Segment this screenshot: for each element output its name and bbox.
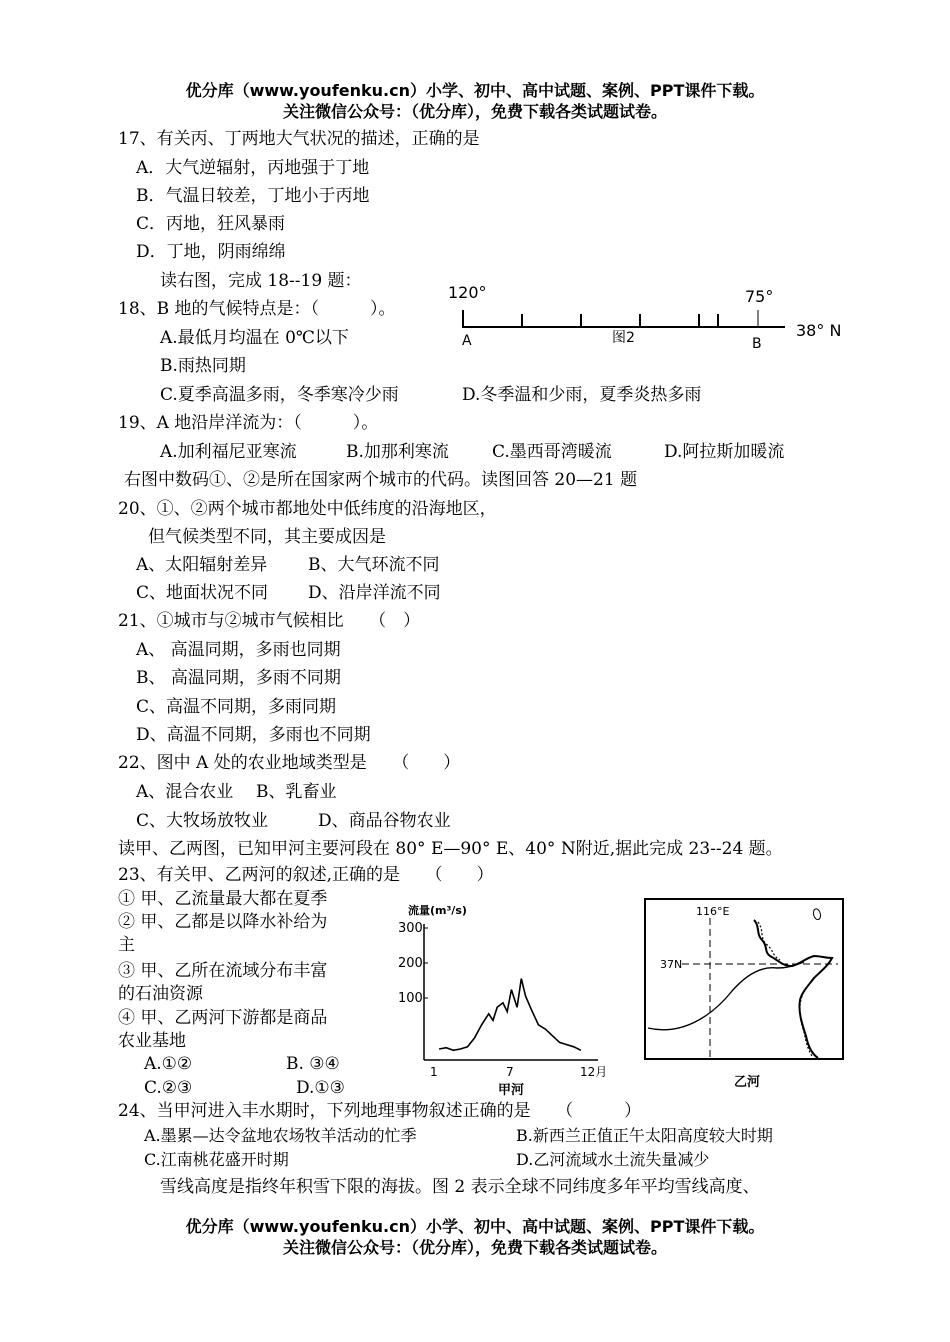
q18-stem: 18、B 地的气候特点是：（ ）。 [118, 299, 396, 319]
q20-stem-2: 但气候类型不同，其主要成因是 [148, 527, 386, 547]
yi-lon-label: 116°E [696, 905, 730, 918]
q22-stem: 22、图中 A 处的农业地域类型是 （ ） [118, 753, 461, 773]
q23-option-a: A.①② [144, 1054, 193, 1074]
q22-option-c: C、大牧场放牧业 [136, 811, 269, 831]
fig2-label-a: A [462, 333, 472, 349]
footer-line-2: 关注微信公众号：（优分库），免费下载各类试题试卷。 [282, 1238, 667, 1257]
q23-option-c: C.②③ [144, 1078, 193, 1098]
q21-stem: 21、①城市与②城市气候相比 （ ） [118, 611, 421, 631]
q19-option-b: B.加那利寒流 [346, 442, 449, 462]
q17-option-b: B．气温日较差，丁地小于丙地 [136, 186, 370, 206]
q24-option-a: A.墨累—达令盆地农场牧羊活动的忙季 [144, 1126, 417, 1145]
q23-statement-4: ④ 甲、乙两河下游都是商品 [118, 1008, 328, 1028]
q23-statement-3-cont: 的石油资源 [118, 984, 203, 1004]
q24-option-c: C.江南桃花盛开时期 [144, 1150, 289, 1169]
q23-option-b: B. ③④ [286, 1054, 340, 1074]
q23-option-d: D.①③ [296, 1078, 345, 1098]
q20-stem-1: 20、①、②两个城市都地处中低纬度的沿海地区， [118, 499, 497, 519]
q22-option-b: B、乳畜业 [256, 782, 337, 802]
yi-river-course [648, 962, 804, 1030]
footer-line-1: 优分库（www.youfenku.cn）小学、初中、高中试题、案例、PPT课件下载。 [185, 1217, 765, 1236]
q19-option-d: D.阿拉斯加暖流 [664, 442, 785, 462]
jia-xtick-1: 1 [430, 1065, 438, 1079]
q23-statement-4-cont: 农业基地 [118, 1031, 186, 1051]
q18-option-a: A.最低月均温在 0℃以下 [160, 328, 349, 348]
q20-option-b: B、大气环流不同 [308, 555, 440, 575]
q23-statement-3: ③ 甲、乙所在流域分布丰富 [118, 961, 328, 981]
q24-option-d: D.乙河流域水土流失量减少 [516, 1150, 710, 1169]
q17-option-a: A．大气逆辐射，丙地强于丁地 [136, 158, 370, 178]
fig2-label-b: B [752, 336, 762, 352]
jia-ytick-200: 200 [398, 956, 423, 971]
q18-intro: 读右图，完成 18--19 题： [160, 271, 362, 291]
q20-option-d: D、沿岸洋流不同 [308, 583, 441, 603]
q22-option-d: D、商品谷物农业 [318, 811, 451, 831]
q17-option-c: C．丙地，狂风暴雨 [136, 214, 286, 234]
fig2-latitude-label: 38° N [796, 321, 842, 340]
jia-river-hydrograph [388, 896, 620, 1102]
jia-ylabel: 流量(m³/s) [408, 904, 467, 917]
q21-option-a: A、 高温同期，多雨也同期 [136, 640, 341, 660]
yi-coastline [754, 920, 832, 1058]
figure-2-latitude-line [440, 280, 860, 355]
q20-intro: 右图中数码①、②是所在国家两个城市的代码。读图回答 20—21 题 [124, 470, 638, 490]
q17-stem: 17、有关丙、丁两地大气状况的描述，正确的是 [118, 129, 480, 149]
jia-ytick-300: 300 [398, 921, 423, 936]
jia-xtick-7: 7 [506, 1065, 514, 1079]
yi-peninsula [814, 909, 821, 920]
q20-option-c: C、地面状况不同 [136, 583, 269, 603]
q18-option-b: B.雨热同期 [160, 356, 246, 376]
q19-stem: 19、A 地沿岸洋流为：（ ）。 [118, 413, 379, 433]
q23-intro: 读甲、乙两图，已知甲河主要河段在 80° E—90° E、40° N附近,据此完成 23--24 题。 [118, 839, 783, 859]
jia-caption: 甲河 [498, 1083, 525, 1098]
q23-stem: 23、有关甲、乙两河的叙述,正确的是 （ ） [118, 865, 494, 885]
yi-coastline-dotted [758, 922, 812, 1056]
q20-option-a: A、太阳辐射差异 [136, 555, 268, 575]
jia-flow-line [439, 979, 581, 1051]
fig2-lon-right: 75° [745, 287, 774, 306]
header-line-2: 关注微信公众号：（优分库），免费下载各类试题试卷。 [282, 102, 667, 121]
jia-xtick-12: 12月 [580, 1065, 608, 1079]
yi-river-map [642, 896, 852, 1096]
q21-option-c: C、高温不同期，多雨同期 [136, 697, 337, 717]
q21-option-b: B、 高温同期，多雨不同期 [136, 668, 341, 688]
q21-option-d: D、高温不同期，多雨也不同期 [136, 725, 371, 745]
jia-ytick-100: 100 [398, 991, 423, 1006]
tail-text: 雪线高度是指终年积雪下限的海拔。图 2 表示全球不同纬度多年平均雪线高度、 [160, 1177, 760, 1197]
q18-option-d: D.冬季温和少雨，夏季炎热多雨 [462, 385, 702, 405]
q23-statement-1: ① 甲、乙流量最大都在夏季 [118, 889, 328, 909]
yi-lat-label: 37N [660, 958, 683, 971]
q24-stem: 24、当甲河进入丰水期时，下列地理事物叙述正确的是 （ ） [118, 1101, 642, 1121]
fig2-lon-left: 120° [448, 283, 487, 302]
header-line-1: 优分库（www.youfenku.cn）小学、初中、高中试题、案例、PPT课件下载。 [185, 81, 765, 100]
q23-statement-2: ② 甲、乙都是以降水补给为 [118, 912, 328, 932]
q23-statement-2-cont: 主 [118, 935, 135, 955]
q17-option-d: D．丁地，阴雨绵绵 [136, 242, 286, 262]
q22-option-a: A、混合农业 [136, 782, 234, 802]
q19-option-a: A.加利福尼亚寒流 [160, 442, 297, 462]
yi-caption: 乙河 [734, 1075, 761, 1090]
q19-option-c: C.墨西哥湾暖流 [492, 442, 612, 462]
q18-option-c: C.夏季高温多雨，冬季寒冷少雨 [160, 385, 399, 405]
q24-option-b: B.新西兰正值正午太阳高度较大时期 [516, 1126, 773, 1145]
fig2-caption: 图2 [612, 330, 635, 346]
